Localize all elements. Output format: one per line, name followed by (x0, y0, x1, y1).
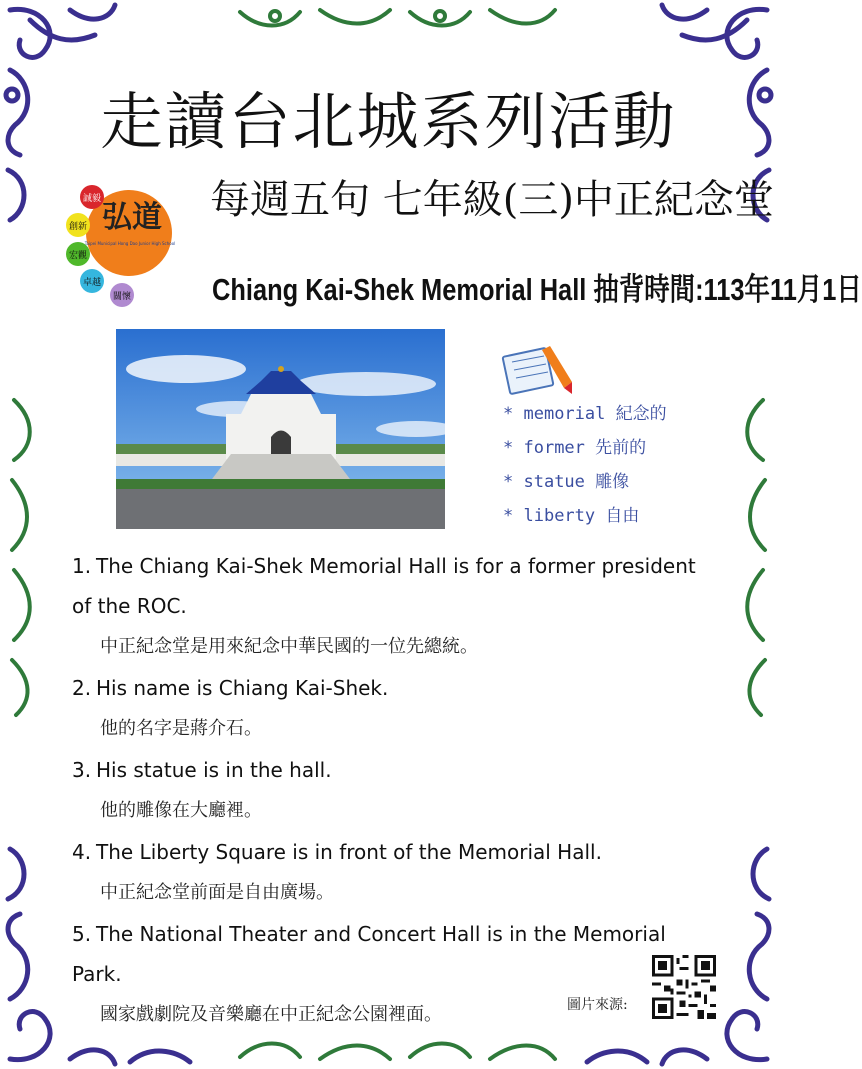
image-source-label: 圖片來源: (567, 997, 628, 1013)
vocab-item: * former 先前的 (503, 438, 647, 458)
logo-emblem-text: 弘道 (102, 200, 162, 235)
sentence-item: 5. The National Theater and Concert Hall is in the Memorial Park. 國家戲劇院及音樂廳在中正紀念公園裡面。 (72, 922, 666, 1025)
vocab-item: * liberty 自由 (503, 506, 640, 526)
subline (212, 264, 862, 309)
vocab-item: * memorial 紀念的 (503, 404, 667, 424)
vocab-item: * statue 雕像 (503, 472, 630, 492)
subline-english: Chiang Kai-Shek Memorial Hall (212, 272, 587, 307)
sentence-item: 3. His statue is in the hall. 他的雕像在大廳裡。 (72, 758, 332, 821)
logo-virtue-4: 卓越 (82, 278, 102, 288)
school-logo (62, 175, 174, 305)
logo-virtue-1: 誠毅 (82, 194, 102, 204)
sentence-list (72, 546, 732, 1036)
page-title: 走讀台北城系列活動 (100, 85, 677, 158)
logo-virtue-3: 宏觀 (68, 251, 88, 261)
subtitle: 每週五句 七年級(三)中正紀念堂 (210, 177, 774, 223)
qr-code[interactable] (652, 955, 716, 1019)
memorial-hall-photo (116, 329, 445, 529)
sentence-item: 4. The Liberty Square is in front of the Memorial Hall. 中正紀念堂前面是自由廣場。 (72, 840, 602, 903)
sentence-item: 2. His name is Chiang Kai-Shek. 他的名字是蔣介石。 (72, 676, 389, 739)
sentence-item: 1. The Chiang Kai-Shek Memorial Hall is for a former president of the ROC. 中正紀念堂是用來紀念中華民國的一位先總統。 (72, 554, 696, 657)
logo-school-name: Taipei Municipal Hong Dao Junior High School (84, 241, 176, 246)
logo-virtue-5: 關懷 (112, 292, 132, 302)
vocabulary-list (503, 402, 667, 538)
recitation-date: 抽背時間:113年11月1日 (593, 272, 862, 307)
notebook-pencil-icon (502, 344, 574, 396)
logo-virtue-2: 創新 (68, 222, 88, 232)
